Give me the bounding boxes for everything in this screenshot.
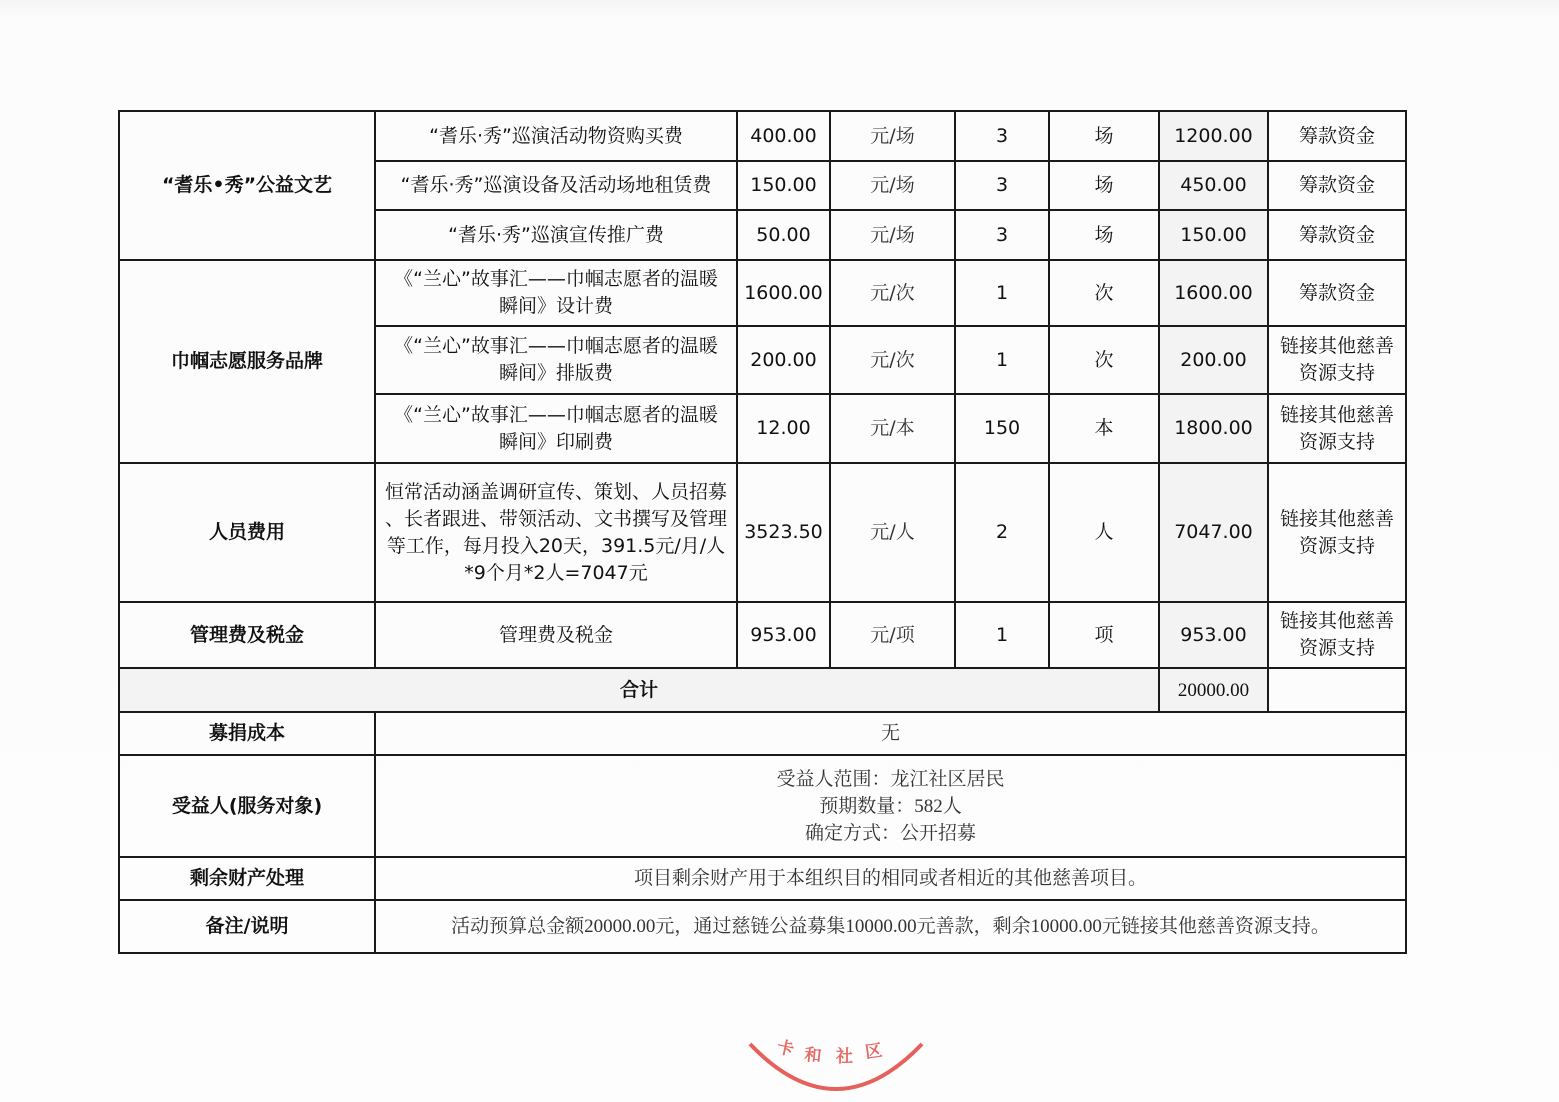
price-unit-cell: 元/场 xyxy=(830,161,955,210)
fund-source-line: 链接其他慈善 xyxy=(1279,610,1394,632)
amount-cell: 1200.00 xyxy=(1159,111,1268,161)
fundraising-cost-value: 无 xyxy=(375,712,1406,755)
total-amount: 20000.00 xyxy=(1159,668,1268,712)
remarks-value: 活动预算总金额20000.00元，通过慈链公益募集10000.00元善款，剩余10000.00元链接其他慈善资源支持。 xyxy=(375,900,1406,953)
item-line: 等工作，每月投入20天，391.5元/月/人 xyxy=(386,534,726,557)
seal-char: 卡 xyxy=(774,1037,796,1061)
unit-price-cell: 1600.00 xyxy=(737,260,830,326)
fund-source-line: 链接其他慈善 xyxy=(1279,507,1394,530)
item-line: *9个月*2人=7047元 xyxy=(464,561,648,584)
item-cell xyxy=(375,326,737,394)
unit-price-cell: 12.00 xyxy=(737,394,830,463)
surplus-label: 剩余财产处理 xyxy=(119,857,375,900)
quantity-cell: 1 xyxy=(955,260,1049,326)
quantity-cell: 2 xyxy=(955,463,1049,602)
price-unit-cell: 元/次 xyxy=(830,260,955,326)
quantity-cell: 3 xyxy=(955,161,1049,210)
item-line: 瞬间》设计费 xyxy=(498,295,613,317)
remarks-label: 备注/说明 xyxy=(119,900,375,953)
item-cell xyxy=(375,394,737,463)
info-row xyxy=(119,900,1406,953)
total-empty-cell xyxy=(1268,668,1406,712)
item-line: 《“兰心”故事汇——巾帼志愿者的温暖 xyxy=(394,403,718,426)
fund-source-cell xyxy=(1268,394,1406,463)
fundraising-cost-label: 募捐成本 xyxy=(119,712,375,755)
beneficiary-count: 预期数量：582人 xyxy=(819,795,962,817)
unit-price-cell: 3523.50 xyxy=(737,463,830,602)
table-row xyxy=(119,463,1406,602)
category-cell: “耆乐•秀”公益文艺 xyxy=(119,111,375,260)
official-seal-stamp xyxy=(746,1024,926,1102)
amount-cell: 450.00 xyxy=(1159,161,1268,210)
price-unit-cell: 元/本 xyxy=(830,394,955,463)
fund-source-cell: 筹款资金 xyxy=(1268,210,1406,260)
beneficiary-method: 确定方式：公开招募 xyxy=(804,822,976,844)
item-cell: “耆乐·秀”巡演设备及活动场地租赁费 xyxy=(375,161,737,210)
seal-char: 和 xyxy=(803,1045,823,1067)
price-unit-cell: 元/场 xyxy=(830,210,955,260)
amount-cell: 1800.00 xyxy=(1159,394,1268,463)
total-label: 合计 xyxy=(119,668,1159,712)
amount-cell: 953.00 xyxy=(1159,602,1268,668)
quantity-cell: 3 xyxy=(955,111,1049,161)
unit-price-cell: 200.00 xyxy=(737,326,830,394)
item-line: 《“兰心”故事汇——巾帼志愿者的温暖 xyxy=(394,268,718,290)
table-row xyxy=(119,111,1406,161)
quantity-unit-cell: 场 xyxy=(1049,161,1159,210)
quantity-cell: 3 xyxy=(955,210,1049,260)
unit-price-cell: 50.00 xyxy=(737,210,830,260)
fund-source-line: 资源支持 xyxy=(1298,362,1375,384)
beneficiaries-value xyxy=(375,755,1406,857)
quantity-unit-cell: 场 xyxy=(1049,210,1159,260)
fund-source-cell xyxy=(1268,326,1406,394)
beneficiary-scope: 受益人范围：龙江社区居民 xyxy=(776,768,1005,790)
price-unit-cell: 元/次 xyxy=(830,326,955,394)
budget-table xyxy=(118,110,1407,954)
quantity-cell: 1 xyxy=(955,326,1049,394)
item-line: 瞬间》排版费 xyxy=(498,362,613,384)
unit-price-cell: 150.00 xyxy=(737,161,830,210)
quantity-unit-cell: 人 xyxy=(1049,463,1159,602)
price-unit-cell: 元/人 xyxy=(830,463,955,602)
quantity-unit-cell: 本 xyxy=(1049,394,1159,463)
item-cell: “耆乐·秀”巡演活动物资购买费 xyxy=(375,111,737,161)
beneficiaries-label: 受益人(服务对象) xyxy=(119,755,375,857)
price-unit-cell: 元/场 xyxy=(830,111,955,161)
item-cell: “耆乐·秀”巡演宣传推广费 xyxy=(375,210,737,260)
seal-char: 区 xyxy=(863,1040,884,1063)
quantity-unit-cell: 场 xyxy=(1049,111,1159,161)
quantity-unit-cell: 次 xyxy=(1049,260,1159,326)
unit-price-cell: 953.00 xyxy=(737,602,830,668)
fund-source-cell: 筹款资金 xyxy=(1268,260,1406,326)
fund-source-cell xyxy=(1268,602,1406,668)
table-row xyxy=(119,602,1406,668)
total-row xyxy=(119,668,1406,712)
quantity-cell: 150 xyxy=(955,394,1049,463)
item-cell xyxy=(375,260,737,326)
quantity-unit-cell: 项 xyxy=(1049,602,1159,668)
item-cell xyxy=(375,463,737,602)
info-row xyxy=(119,755,1406,857)
item-cell: 管理费及税金 xyxy=(375,602,737,668)
fund-source-cell xyxy=(1268,463,1406,602)
fund-source-line: 链接其他慈善 xyxy=(1279,335,1394,357)
amount-cell: 7047.00 xyxy=(1159,463,1268,602)
surplus-value: 项目剩余财产用于本组织目的相同或者相近的其他慈善项目。 xyxy=(375,857,1406,900)
item-line: 恒常活动涵盖调研宣传、策划、人员招募 xyxy=(384,480,727,503)
fund-source-cell: 筹款资金 xyxy=(1268,111,1406,161)
fund-source-line: 资源支持 xyxy=(1298,637,1375,659)
quantity-unit-cell: 次 xyxy=(1049,326,1159,394)
fund-source-cell: 筹款资金 xyxy=(1268,161,1406,210)
info-row xyxy=(119,712,1406,755)
item-line: 《“兰心”故事汇——巾帼志愿者的温暖 xyxy=(394,335,718,357)
amount-cell: 150.00 xyxy=(1159,210,1268,260)
fund-source-line: 链接其他慈善 xyxy=(1279,403,1394,426)
quantity-cell: 1 xyxy=(955,602,1049,668)
amount-cell: 200.00 xyxy=(1159,326,1268,394)
seal-char: 社 xyxy=(836,1047,853,1067)
category-cell: 管理费及税金 xyxy=(119,602,375,668)
amount-cell: 1600.00 xyxy=(1159,260,1268,326)
table-row xyxy=(119,260,1406,326)
info-row xyxy=(119,857,1406,900)
fund-source-line: 资源支持 xyxy=(1298,430,1375,453)
item-line: 瞬间》印刷费 xyxy=(498,430,613,453)
category-cell: 巾帼志愿服务品牌 xyxy=(119,260,375,463)
item-line: 、长者跟进、带领活动、文书撰写及管理 xyxy=(384,507,727,530)
fund-source-line: 资源支持 xyxy=(1298,534,1375,557)
unit-price-cell: 400.00 xyxy=(737,111,830,161)
category-cell: 人员费用 xyxy=(119,463,375,602)
price-unit-cell: 元/项 xyxy=(830,602,955,668)
